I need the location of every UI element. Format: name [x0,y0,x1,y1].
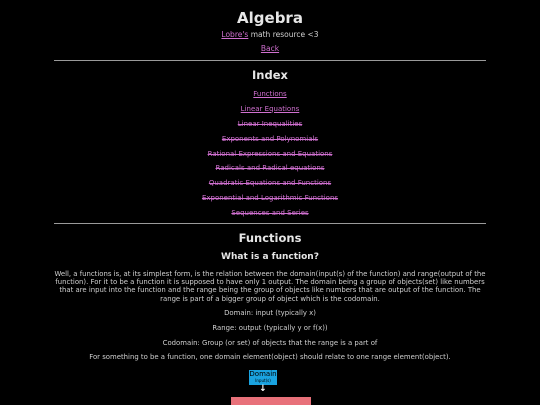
index-item-radicals [0,161,540,176]
arrow-down-icon: ↓ [259,384,267,394]
range-diagram-box [231,397,311,405]
index-item-linear-equations [0,102,540,117]
functions-intro: Well, a functions is, at its simplest form, is the relation between the domain(input(s) of the function) and range(output of the function). For it to be a function it is supposed to have only 1 output. The domain being a group of objects(set) like numbers that are input into the function and the range being the group of objects like numbers that are output of the function. The range is part of a bigger group of object which is the codomain. [54,270,486,303]
index-heading: Index [252,68,288,82]
domain-label: Domain [249,370,277,378]
divider [54,223,486,224]
index-item-functions [0,87,540,102]
index-item-sequences [0,206,540,221]
subtitle-text: math resource <3 [248,30,319,39]
index-item-exponential [0,191,540,206]
domain-sublabel: Input(s) [255,378,271,383]
index-link[interactable]: Sequences and Series [231,209,309,218]
codomain-definition: Codomain: Group (or set) of objects that the range is a part of [162,339,378,347]
page-title: Algebra [237,9,303,27]
index-link[interactable]: Functions [253,90,287,98]
index-link[interactable]: Linear Inequalities [237,119,303,128]
index-item-exponents [0,132,540,147]
domain-diagram-box [249,370,277,385]
back-container [0,44,540,53]
index-item-rational [0,147,540,162]
index-link[interactable]: Exponents and Polynomials [221,134,319,143]
function-rule: For something to be a function, one domain element(object) should relate to one range element(object). [89,353,451,361]
domain-definition: Domain: input (typically x) [224,309,316,317]
index-link[interactable]: Exponential and Logarithmic Functions [201,194,339,203]
back-link[interactable]: Back [260,44,280,53]
what-is-function-heading: What is a function? [221,252,319,262]
functions-heading: Functions [238,231,302,245]
index-link[interactable]: Radicals and Radical equations [215,164,325,173]
index-list [0,87,540,221]
range-definition: Range: output (typically y or f(x)) [212,324,328,332]
index-link[interactable]: Linear Equations [240,104,300,113]
index-link[interactable]: Rational Expressions and Equations [207,149,333,158]
index-item-linear-inequalities [0,117,540,132]
index-item-quadratic [0,176,540,191]
divider [54,60,486,61]
index-link[interactable]: Quadratic Equations and Functions [208,179,332,188]
site-subtitle [0,30,540,39]
author-link[interactable]: Lobre's [221,30,249,39]
